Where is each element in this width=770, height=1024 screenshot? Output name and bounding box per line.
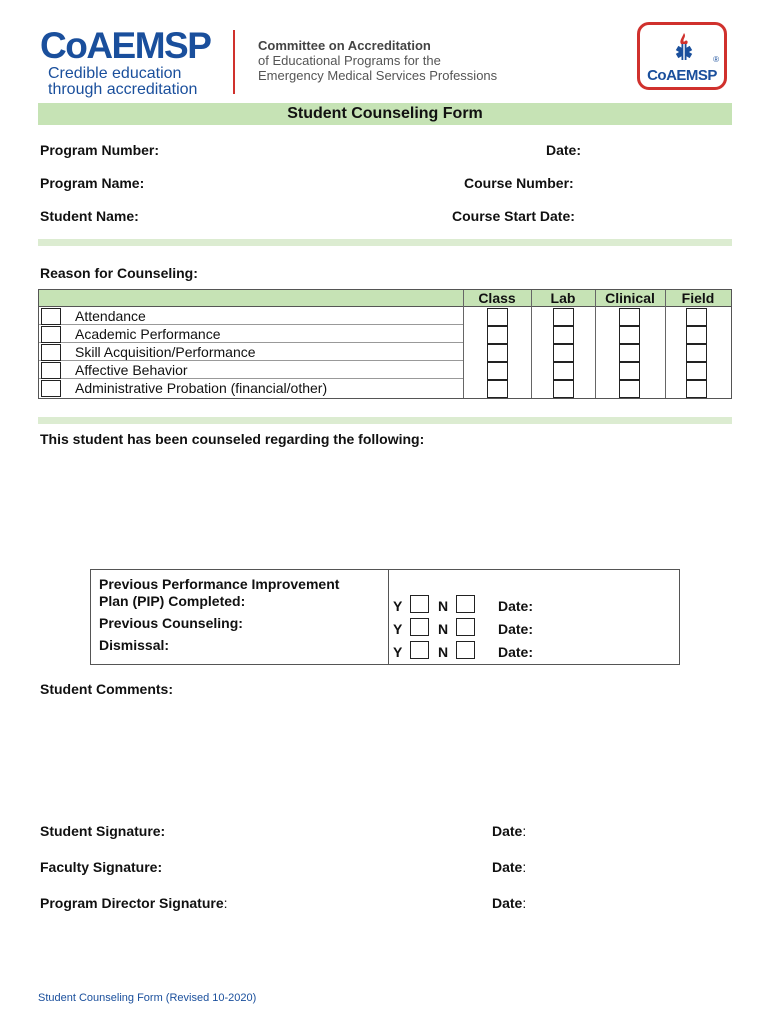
dismissal-yes-checkbox[interactable] bbox=[410, 641, 429, 659]
registered-mark: ® bbox=[713, 55, 719, 64]
pip-date-label: Date: bbox=[498, 598, 534, 614]
committee-line-2: of Educational Programs for the bbox=[258, 53, 441, 68]
class-checkbox[interactable] bbox=[487, 308, 508, 326]
committee-name bbox=[258, 38, 497, 83]
skill-acquisition-checkbox[interactable] bbox=[41, 344, 61, 361]
date-label: Date: bbox=[546, 142, 582, 158]
date-colon: : bbox=[522, 859, 527, 875]
column-class: Class bbox=[478, 290, 516, 306]
pip-label-line-1: Previous Performance Improvement bbox=[99, 576, 340, 592]
lab-checkbox[interactable] bbox=[553, 362, 574, 380]
no-label: N bbox=[438, 598, 449, 614]
reason-label: Academic Performance bbox=[75, 326, 221, 342]
field-checkbox[interactable] bbox=[686, 326, 707, 344]
course-start-date-label: Course Start Date: bbox=[452, 208, 575, 224]
clinical-checkbox[interactable] bbox=[619, 380, 640, 398]
reason-row-affective bbox=[39, 361, 463, 379]
form-title: Student Counseling Form bbox=[38, 103, 732, 125]
dismissal-date-label: Date: bbox=[498, 644, 534, 660]
academic-performance-checkbox[interactable] bbox=[41, 326, 61, 343]
program-name-label: Program Name: bbox=[40, 175, 145, 191]
class-checkbox[interactable] bbox=[487, 362, 508, 380]
logo-tagline-line-1: Credible education bbox=[48, 65, 182, 82]
class-checkbox[interactable] bbox=[487, 344, 508, 362]
pip-divider bbox=[388, 570, 389, 664]
yes-label: Y bbox=[393, 598, 403, 614]
footer-revision: Student Counseling Form (Revised 10-2020) bbox=[38, 992, 257, 1004]
class-checkbox[interactable] bbox=[487, 380, 508, 398]
reason-row-academic bbox=[39, 325, 463, 343]
counseling-date-label: Date: bbox=[498, 621, 534, 637]
field-checkbox[interactable] bbox=[686, 308, 707, 326]
committee-line-3: Emergency Medical Services Professions bbox=[258, 68, 498, 83]
date-colon: : bbox=[522, 895, 527, 911]
coaemsp-seal bbox=[637, 22, 727, 90]
clinical-checkbox[interactable] bbox=[619, 326, 640, 344]
student-signature-label: Student Signature: bbox=[40, 823, 166, 839]
lab-checkbox[interactable] bbox=[553, 344, 574, 362]
header-divider bbox=[233, 30, 235, 94]
date-word: Date bbox=[492, 895, 523, 911]
yes-label: Y bbox=[393, 621, 403, 637]
column-clinical: Clinical bbox=[605, 290, 655, 306]
administrative-probation-checkbox[interactable] bbox=[41, 380, 61, 397]
course-number-label: Course Number: bbox=[464, 175, 574, 191]
clinical-checkbox[interactable] bbox=[619, 308, 640, 326]
date-word: Date bbox=[492, 823, 523, 839]
committee-line-1: Committee on Accreditation bbox=[258, 38, 431, 53]
director-word: Program Director Signature bbox=[40, 895, 224, 911]
column-field: Field bbox=[681, 290, 715, 306]
counseling-yes-checkbox[interactable] bbox=[410, 618, 429, 636]
section-separator bbox=[38, 239, 732, 246]
field-checkbox[interactable] bbox=[686, 362, 707, 380]
dismissal-label: Dismissal: bbox=[99, 637, 170, 653]
student-name-label: Student Name: bbox=[40, 208, 139, 224]
counseling-no-checkbox[interactable] bbox=[456, 618, 475, 636]
date-word: Date bbox=[492, 859, 523, 875]
no-label: N bbox=[438, 644, 449, 660]
column-lab: Lab bbox=[550, 290, 576, 306]
seal-wordmark: CoAEMSP bbox=[647, 67, 717, 84]
faculty-signature-label: Faculty Signature: bbox=[40, 859, 163, 875]
faculty-signature-date bbox=[492, 859, 526, 875]
clinical-checkbox[interactable] bbox=[619, 362, 640, 380]
affective-behavior-checkbox[interactable] bbox=[41, 362, 61, 379]
pip-no-checkbox[interactable] bbox=[456, 595, 475, 613]
attendance-checkbox[interactable] bbox=[41, 308, 61, 325]
star-of-life-icon bbox=[673, 33, 695, 61]
section-separator bbox=[38, 417, 732, 424]
no-label: N bbox=[438, 621, 449, 637]
student-comments-heading: Student Comments: bbox=[40, 681, 173, 697]
director-signature-label bbox=[40, 895, 228, 911]
field-checkbox[interactable] bbox=[686, 344, 707, 362]
director-colon: : bbox=[223, 895, 228, 911]
lab-checkbox[interactable] bbox=[553, 308, 574, 326]
reason-row-attendance bbox=[39, 307, 463, 325]
logo-wordmark: CoAEMSP bbox=[40, 25, 211, 66]
student-signature-date bbox=[492, 823, 526, 839]
reason-label: Skill Acquisition/Performance bbox=[75, 344, 256, 360]
director-signature-date bbox=[492, 895, 526, 911]
reason-row-probation bbox=[39, 379, 463, 397]
reason-label: Attendance bbox=[75, 308, 146, 324]
coaemsp-logo bbox=[40, 26, 220, 98]
program-number-label: Program Number: bbox=[40, 142, 160, 158]
clinical-checkbox[interactable] bbox=[619, 344, 640, 362]
previous-counseling-label: Previous Counseling: bbox=[99, 615, 243, 631]
previous-actions-box bbox=[90, 569, 680, 665]
yes-label: Y bbox=[393, 644, 403, 660]
class-checkbox[interactable] bbox=[487, 326, 508, 344]
date-colon: : bbox=[522, 823, 527, 839]
reason-label: Affective Behavior bbox=[75, 362, 188, 378]
lab-checkbox[interactable] bbox=[553, 380, 574, 398]
reason-label: Administrative Probation (financial/other) bbox=[75, 380, 328, 396]
reason-table bbox=[38, 289, 732, 399]
reason-row-skill bbox=[39, 343, 463, 361]
counseled-heading: This student has been counseled regarding the following: bbox=[40, 431, 425, 447]
pip-label-line-2: Plan (PIP) Completed: bbox=[99, 593, 246, 609]
dismissal-no-checkbox[interactable] bbox=[456, 641, 475, 659]
reason-heading: Reason for Counseling: bbox=[40, 265, 198, 281]
pip-yes-checkbox[interactable] bbox=[410, 595, 429, 613]
lab-checkbox[interactable] bbox=[553, 326, 574, 344]
logo-tagline-line-2: through accreditation bbox=[48, 81, 198, 98]
field-checkbox[interactable] bbox=[686, 380, 707, 398]
